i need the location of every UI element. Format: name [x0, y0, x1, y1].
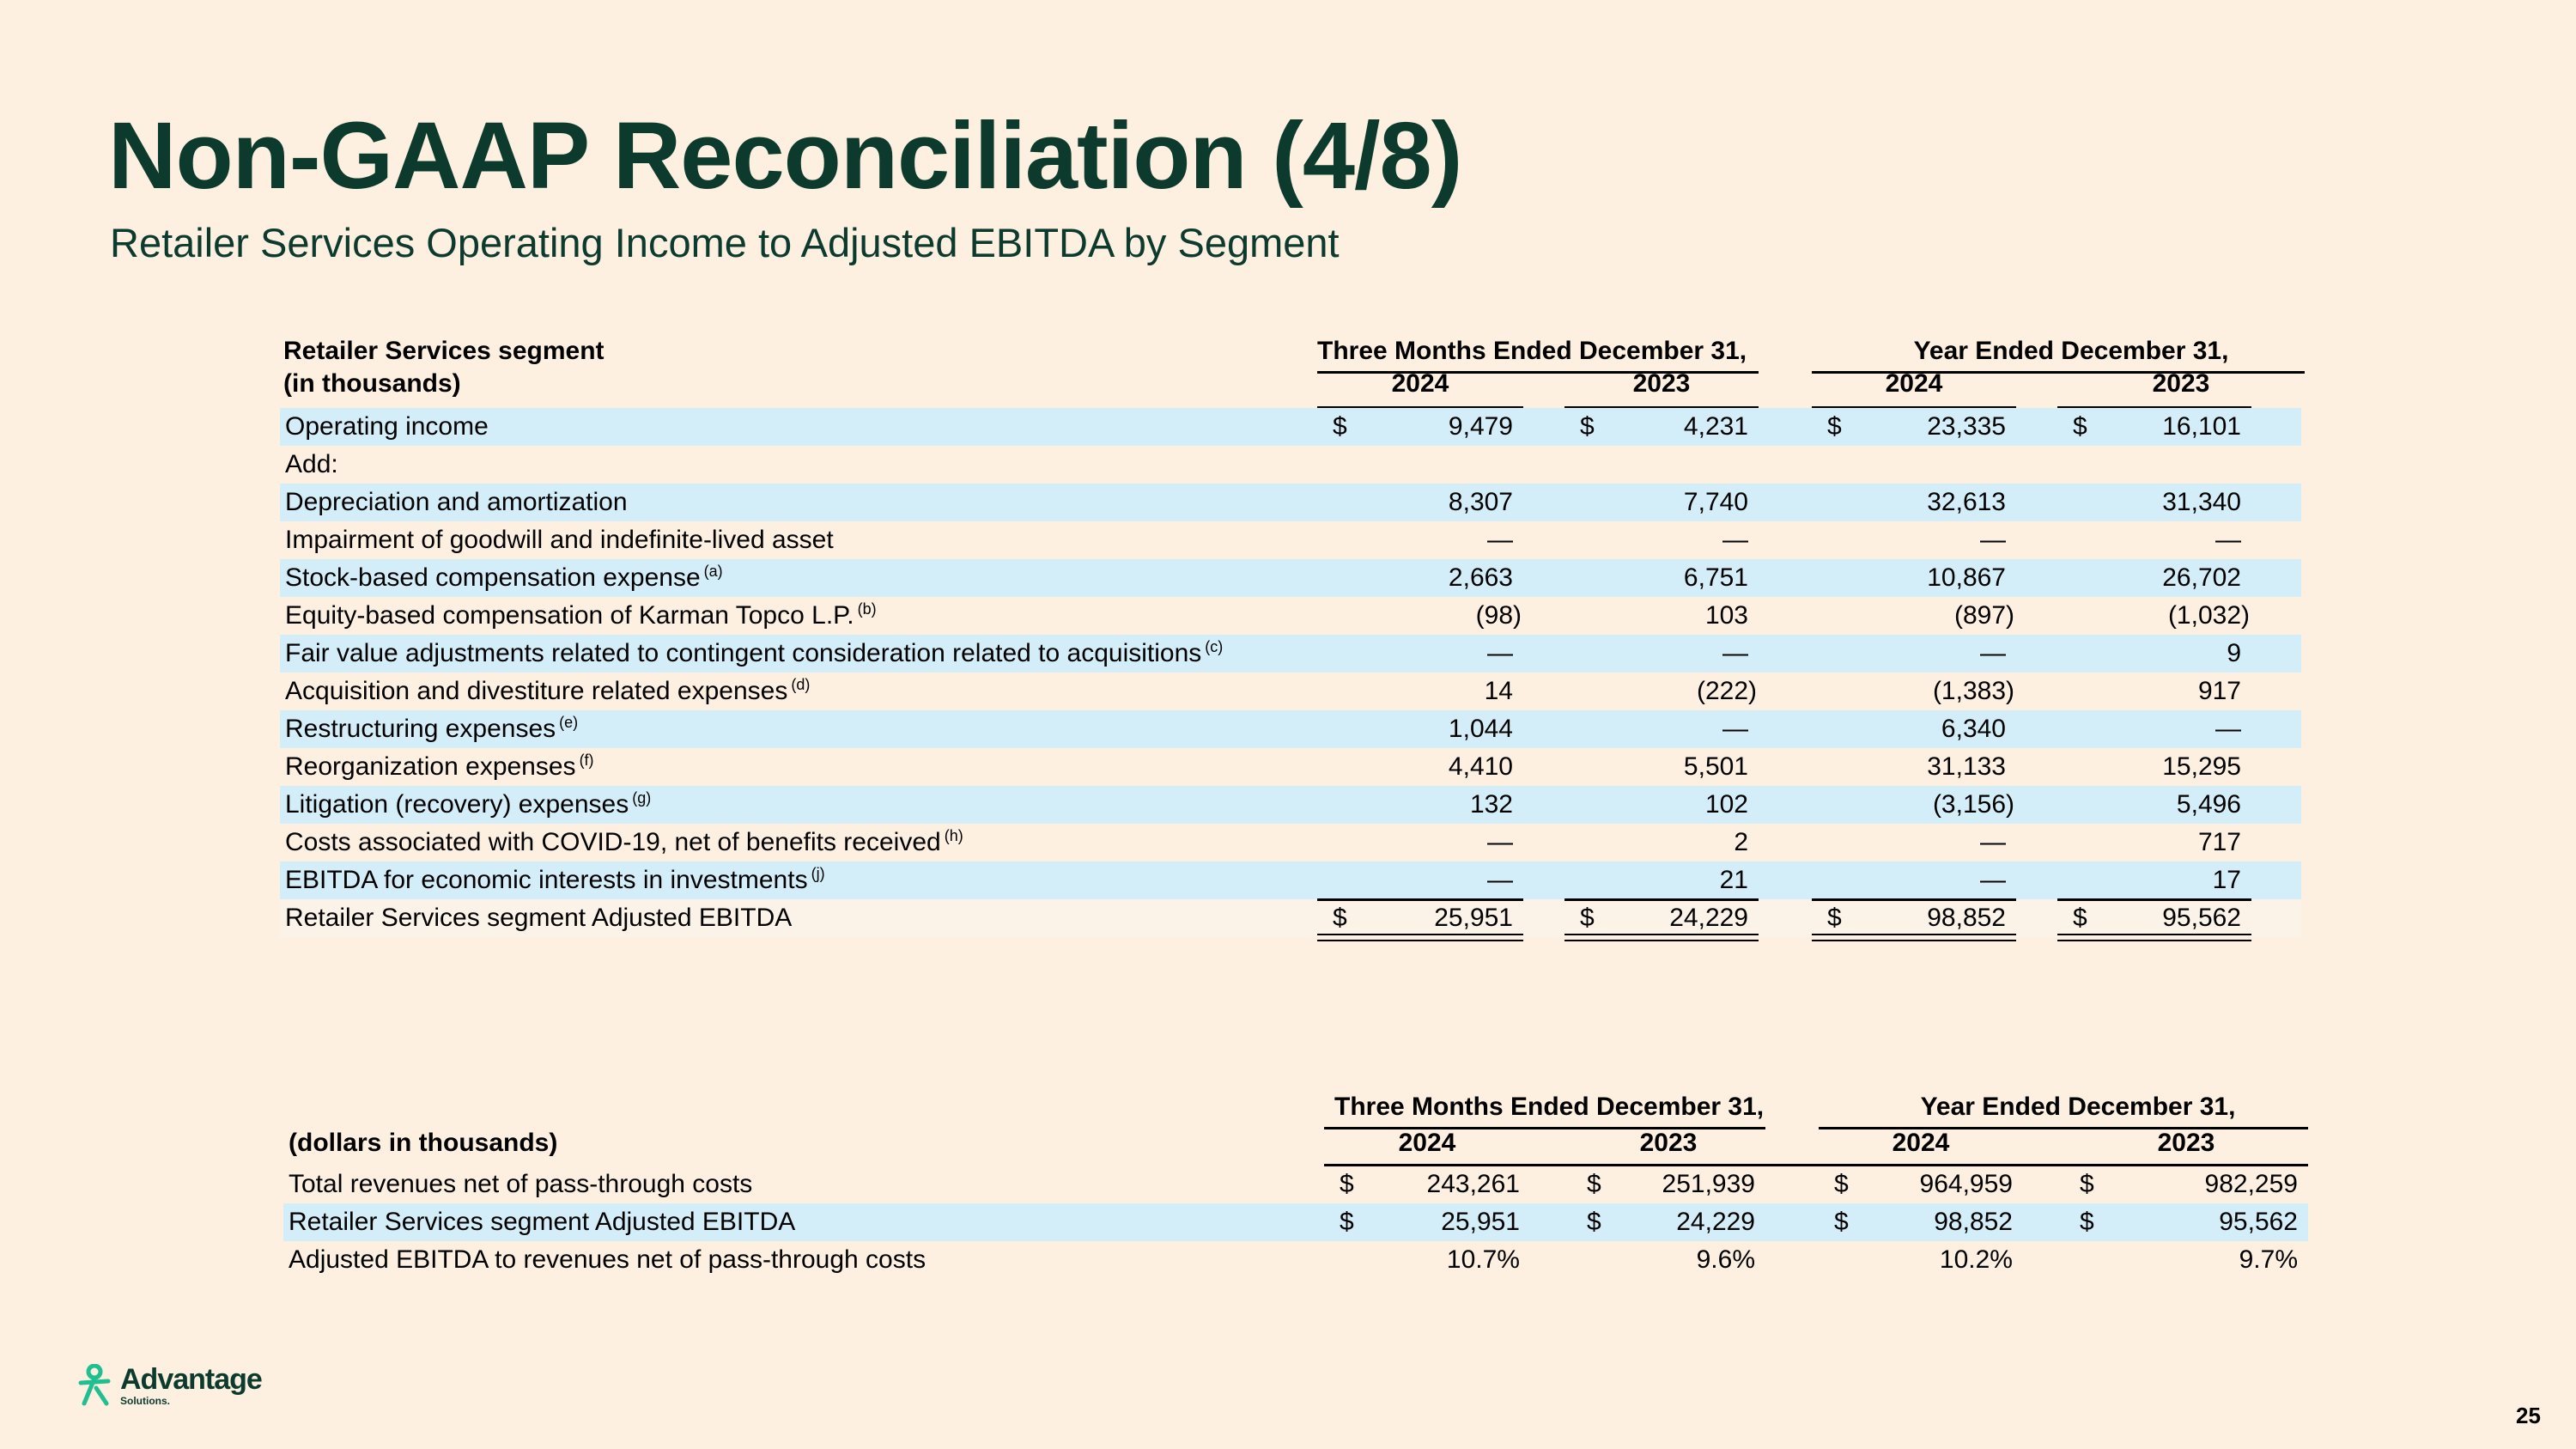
page-title: Non-GAAP Reconciliation (4/8)	[108, 103, 1462, 209]
cell-value: 717	[2197, 828, 2241, 856]
value-cell	[1564, 899, 1759, 937]
cell-value: 16,101	[2162, 412, 2241, 441]
cell-value: 4,410	[1448, 752, 1513, 781]
cell-value: 26,702	[2162, 563, 2241, 592]
value-cell	[1317, 408, 1523, 446]
table1-group-year: Year Ended December 31,	[1913, 337, 2229, 365]
value-cell	[2057, 748, 2251, 786]
cell-value: 10.2%	[1939, 1245, 2013, 1274]
row-label: Restructuring expenses $^{(e)}$	[285, 714, 579, 743]
dollar-sign: $	[2080, 1170, 2094, 1198]
value-cell	[2057, 559, 2251, 597]
table-row	[280, 748, 2301, 786]
cell-value: 25,951	[1434, 904, 1513, 932]
value-cell	[2057, 446, 2251, 484]
value-cell	[2064, 1166, 2308, 1203]
cell-value: (3,156)	[1932, 790, 2014, 819]
value-cell	[1324, 1241, 1530, 1279]
cell-value: 7,740	[1683, 488, 1748, 516]
dollar-sign: $	[2073, 904, 2087, 932]
table-row	[280, 710, 2301, 748]
value-cell	[1317, 710, 1523, 748]
table-row	[280, 635, 2301, 673]
footnote-marker: (b)	[857, 600, 877, 618]
row-label: Retailer Services segment Adjusted EBITDA	[289, 1208, 796, 1236]
value-cell	[2057, 673, 2251, 710]
row-label: Equity-based compensation of Karman Topco L.P. $^{(b)}$	[285, 600, 877, 630]
row-label: Stock-based compensation expense $^{(a)}$	[285, 563, 723, 592]
footnote-marker: (e)	[559, 714, 579, 731]
value-cell	[1317, 824, 1523, 861]
dollar-sign: $	[1834, 1170, 1849, 1198]
value-cell	[1317, 484, 1523, 521]
cell-value: 15,295	[2162, 752, 2241, 781]
table-row	[283, 1166, 2308, 1203]
dollar-sign: $	[1827, 412, 1842, 441]
cell-value: (1,383)	[1932, 677, 2014, 705]
table-row	[280, 597, 2301, 635]
value-cell	[2057, 824, 2251, 861]
cell-value: 917	[2197, 677, 2241, 705]
cell-value: (98)	[1475, 601, 1522, 630]
total-double-rule	[1812, 934, 2016, 941]
table-row	[280, 446, 2301, 484]
dollar-sign: $	[1340, 1170, 1354, 1198]
value-cell	[2057, 597, 2251, 635]
table2-year-col2: 2023	[1639, 1129, 1698, 1157]
page-subtitle: Retailer Services Operating Income to Adjusted EBITDA by Segment	[110, 220, 1340, 265]
value-cell	[1812, 559, 2016, 597]
cell-value: —	[1487, 526, 1513, 554]
value-cell	[1564, 597, 1759, 635]
cell-value: —	[2215, 715, 2241, 743]
table2-group-three-months: Three Months Ended December 31,	[1334, 1093, 1765, 1121]
footnote-marker: (f)	[579, 752, 594, 769]
dollar-sign: $	[1587, 1170, 1601, 1198]
cell-value: 5,501	[1683, 752, 1748, 781]
footnote-marker: (a)	[703, 563, 723, 580]
table2-year-col1: 2024	[1398, 1129, 1456, 1157]
cell-value: —	[1487, 639, 1513, 667]
value-cell	[2057, 899, 2251, 937]
value-cell	[1317, 559, 1523, 597]
value-cell	[1819, 1203, 2023, 1241]
cell-value: 98,852	[1927, 904, 2006, 932]
value-cell	[1564, 748, 1759, 786]
value-cell	[1324, 1203, 1530, 1241]
cell-value: —	[1487, 828, 1513, 856]
table1-header-segment: Retailer Services segment	[283, 337, 605, 365]
subtotal-rule	[2057, 898, 2251, 901]
advantage-solutions-logo	[76, 1364, 262, 1407]
cell-value: (1,032)	[2167, 601, 2250, 630]
table-row	[280, 824, 2301, 861]
table-row	[280, 521, 2301, 559]
dollar-sign: $	[1333, 412, 1347, 441]
total-double-rule	[1564, 934, 1759, 941]
value-cell	[1317, 446, 1523, 484]
row-label: Add:	[285, 450, 338, 478]
table-row	[280, 559, 2301, 597]
table1-header-units: (in thousands)	[283, 369, 461, 398]
value-cell	[1564, 446, 1759, 484]
cell-value: 95,562	[2219, 1208, 2298, 1236]
table-row	[280, 861, 2301, 899]
value-cell	[1819, 1241, 2023, 1279]
cell-value: 10.7%	[1446, 1245, 1520, 1274]
value-cell	[2064, 1203, 2308, 1241]
table-row	[280, 673, 2301, 710]
row-label: Operating income	[285, 412, 489, 441]
cell-value: —	[1980, 828, 2006, 856]
cell-value: 2	[1734, 828, 1748, 856]
cell-value: 9	[2227, 639, 2241, 667]
footnote-marker: (g)	[632, 789, 652, 807]
value-cell	[1564, 824, 1759, 861]
dollar-sign: $	[1827, 904, 1842, 932]
table-row	[280, 786, 2301, 824]
cell-value: 982,259	[2204, 1170, 2298, 1198]
value-cell	[2057, 861, 2251, 899]
value-cell	[2057, 635, 2251, 673]
value-cell	[2057, 484, 2251, 521]
dollar-sign: $	[1834, 1208, 1849, 1236]
cell-value: 964,959	[1919, 1170, 2013, 1198]
row-label: Fair value adjustments related to contingent consideration related to acquisitions $^{(c)}$	[285, 638, 1224, 667]
value-cell	[1564, 710, 1759, 748]
cell-value: —	[2215, 526, 2241, 554]
value-cell	[1564, 786, 1759, 824]
row-label: Reorganization expenses $^{(f)}$	[285, 752, 594, 781]
value-cell	[2057, 408, 2251, 446]
footnote-marker: (d)	[791, 676, 811, 693]
table1-year-col2: 2023	[1632, 369, 1691, 398]
value-cell	[1812, 748, 2016, 786]
value-cell	[2057, 786, 2251, 824]
table2-group-year: Year Ended December 31,	[1920, 1093, 2236, 1121]
value-cell	[1317, 899, 1523, 937]
value-cell	[1317, 786, 1523, 824]
cell-value: (897)	[1953, 601, 2014, 630]
cell-value: —	[1487, 866, 1513, 894]
value-cell	[1812, 673, 2016, 710]
table-row	[280, 484, 2301, 521]
cell-value: 9.7%	[2239, 1245, 2298, 1274]
value-cell	[1812, 861, 2016, 899]
cell-value: 17	[2212, 866, 2241, 894]
subtotal-rule	[1317, 898, 1523, 901]
value-cell	[1317, 748, 1523, 786]
value-cell	[1564, 861, 1759, 899]
value-cell	[1564, 521, 1759, 559]
cell-value: 103	[1704, 601, 1748, 630]
cell-value: 8,307	[1448, 488, 1513, 516]
value-cell	[1324, 1166, 1530, 1203]
cell-value: —	[1722, 715, 1748, 743]
table-row	[280, 408, 2301, 446]
cell-value: (222)	[1696, 677, 1757, 705]
dollar-sign: $	[2073, 412, 2087, 441]
value-cell	[1812, 484, 2016, 521]
value-cell	[1812, 786, 2016, 824]
total-double-rule	[1317, 934, 1523, 941]
value-cell	[1317, 597, 1523, 635]
footnote-marker: (c)	[1205, 638, 1224, 655]
subtotal-rule	[1812, 898, 2016, 901]
value-cell	[1812, 824, 2016, 861]
logo-tagline: Solutions.	[120, 1395, 170, 1407]
value-cell	[1317, 635, 1523, 673]
cell-value: 23,335	[1927, 412, 2006, 441]
cell-value: 10,867	[1927, 563, 2006, 592]
cell-value: —	[1980, 639, 2006, 667]
value-cell	[1812, 597, 2016, 635]
cell-value: 98,852	[1934, 1208, 2013, 1236]
row-label: Acquisition and divestiture related expenses $^{(d)}$	[285, 676, 811, 705]
cell-value: 132	[1469, 790, 1513, 819]
cell-value: 9,479	[1448, 412, 1513, 441]
cell-value: 21	[1719, 866, 1748, 894]
value-cell	[1812, 899, 2016, 937]
cell-value: 243,261	[1426, 1170, 1520, 1198]
cell-value: 4,231	[1683, 412, 1748, 441]
value-cell	[2057, 710, 2251, 748]
value-cell	[1571, 1203, 1765, 1241]
value-cell	[1317, 521, 1523, 559]
value-cell	[1812, 635, 2016, 673]
cell-value: 5,496	[2176, 790, 2241, 819]
cell-value: 102	[1704, 790, 1748, 819]
cell-value: —	[1722, 526, 1748, 554]
value-cell	[1317, 861, 1523, 899]
value-cell	[1812, 446, 2016, 484]
logo-wordmark: Advantage	[120, 1363, 262, 1396]
value-cell	[1317, 673, 1523, 710]
dollar-sign: $	[2080, 1208, 2094, 1236]
row-label: Costs associated with COVID-19, net of benefits received $^{(h)}$	[285, 827, 963, 856]
cell-value: 31,133	[1927, 752, 2006, 781]
dollar-sign: $	[1587, 1208, 1601, 1236]
value-cell	[1564, 635, 1759, 673]
cell-value: 32,613	[1927, 488, 2006, 516]
cell-value: —	[1980, 866, 2006, 894]
cell-value: —	[1980, 526, 2006, 554]
footnote-marker: (h)	[944, 827, 963, 844]
value-cell	[1812, 521, 2016, 559]
table1-year-col1: 2024	[1391, 369, 1449, 398]
page-number: 25	[2516, 1403, 2541, 1428]
value-cell	[1812, 408, 2016, 446]
value-cell	[1564, 484, 1759, 521]
table1-year-col4: 2023	[2152, 369, 2210, 398]
ebitda-reconciliation-table	[280, 337, 2301, 938]
cell-value: 2,663	[1448, 563, 1513, 592]
row-label: EBITDA for economic interests in investments $^{(j)}$	[285, 865, 825, 894]
table1-group-three-months: Three Months Ended December 31,	[1317, 337, 1747, 365]
dollar-sign: $	[1580, 412, 1595, 441]
row-label: Impairment of goodwill and indefinite-lived asset	[285, 526, 834, 554]
dollar-sign: $	[1340, 1208, 1354, 1236]
cell-value: 95,562	[2162, 904, 2241, 932]
table2-header-units: (dollars in thousands)	[289, 1129, 558, 1157]
row-label: Depreciation and amortization	[285, 488, 628, 516]
table2-year-col3: 2024	[1892, 1129, 1950, 1157]
cell-value: 25,951	[1441, 1208, 1520, 1236]
cell-value: 6,340	[1941, 715, 2006, 743]
value-cell	[2064, 1241, 2308, 1279]
table2-year-col4: 2023	[2157, 1129, 2215, 1157]
cell-value: 14	[1484, 677, 1513, 705]
cell-value: —	[1722, 639, 1748, 667]
dollar-sign: $	[1333, 904, 1347, 932]
cell-value: 24,229	[1669, 904, 1748, 932]
row-label: Litigation (recovery) expenses $^{(g)}$	[285, 789, 652, 819]
row-label: Retailer Services segment Adjusted EBITDA	[285, 904, 793, 932]
advantage-figure-icon	[76, 1364, 113, 1407]
subtotal-rule	[1564, 898, 1759, 901]
value-cell	[1571, 1166, 1765, 1203]
cell-value: 31,340	[2162, 488, 2241, 516]
table-row	[283, 1241, 2308, 1279]
dollar-sign: $	[1580, 904, 1595, 932]
cell-value: 6,751	[1683, 563, 1748, 592]
total-double-rule	[2057, 934, 2251, 941]
cell-value: 24,229	[1676, 1208, 1755, 1236]
row-label: Total revenues net of pass-through costs	[289, 1170, 753, 1198]
cell-value: 251,939	[1662, 1170, 1755, 1198]
value-cell	[2057, 521, 2251, 559]
value-cell	[1571, 1241, 1765, 1279]
value-cell	[1819, 1166, 2023, 1203]
table-row	[280, 899, 2301, 937]
row-label: Adjusted EBITDA to revenues net of pass-through costs	[289, 1245, 927, 1274]
ebitda-margin-table	[283, 1093, 2308, 1274]
table1-year-col3: 2024	[1885, 369, 1943, 398]
cell-value: 9.6%	[1696, 1245, 1755, 1274]
cell-value: 1,044	[1448, 715, 1513, 743]
value-cell	[1564, 408, 1759, 446]
value-cell	[1564, 673, 1759, 710]
table-row	[283, 1203, 2308, 1241]
value-cell	[1812, 710, 2016, 748]
footnote-marker: (j)	[811, 865, 825, 882]
value-cell	[1564, 559, 1759, 597]
